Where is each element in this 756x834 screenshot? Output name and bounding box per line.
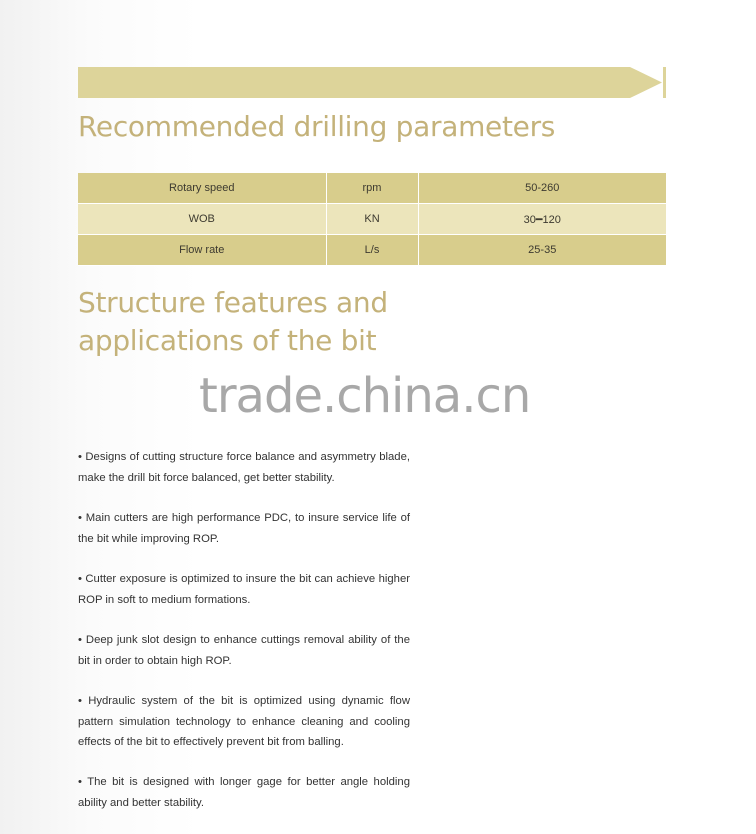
arrow-shape [78, 67, 662, 98]
parameter-unit: KN [326, 204, 418, 235]
list-item: • The bit is designed with longer gage for better angle holding ability and better stability. [78, 776, 410, 809]
list-item: • Main cutters are high performance PDC, to insure service life of the bit while improving ROP. [78, 512, 410, 545]
parameter-value: 25-35 [418, 235, 666, 266]
structure-title-line2: applications of the bit [78, 324, 377, 357]
parameter-name: Flow rate [78, 235, 326, 266]
parameter-value: 30━120 [418, 204, 666, 235]
feature-list [78, 447, 410, 813]
table-row [78, 173, 666, 204]
parameter-name: WOB [78, 204, 326, 235]
list-item: • Deep junk slot design to enhance cuttings removal ability of the bit in order to obtain high ROP. [78, 634, 410, 667]
table-row [78, 235, 666, 266]
structure-features-title [78, 284, 388, 360]
parameter-unit: rpm [326, 173, 418, 204]
list-item: • Cutter exposure is optimized to insure the bit can achieve higher ROP in soft to medium formations. [78, 573, 410, 606]
watermark-text: trade.china.cn [199, 368, 531, 424]
list-item: • Hydraulic system of the bit is optimized using dynamic flow pattern simulation technology to enhance cleaning and cooling effects of the bit to effectively prevent bit from balling. [78, 695, 410, 748]
parameter-name: Rotary speed [78, 173, 326, 204]
banner-end-bar [663, 67, 666, 98]
table-row [78, 204, 666, 235]
drilling-parameters-title: Recommended drilling parameters [78, 110, 556, 143]
structure-title-line1: Structure features and [78, 286, 388, 319]
parameter-value: 50-260 [418, 173, 666, 204]
drilling-parameters-table [78, 173, 666, 266]
list-item: • Designs of cutting structure force balance and asymmetry blade, make the drill bit force balanced, get better stability. [78, 451, 410, 484]
header-arrow-banner [78, 67, 668, 98]
parameter-unit: L/s [326, 235, 418, 266]
